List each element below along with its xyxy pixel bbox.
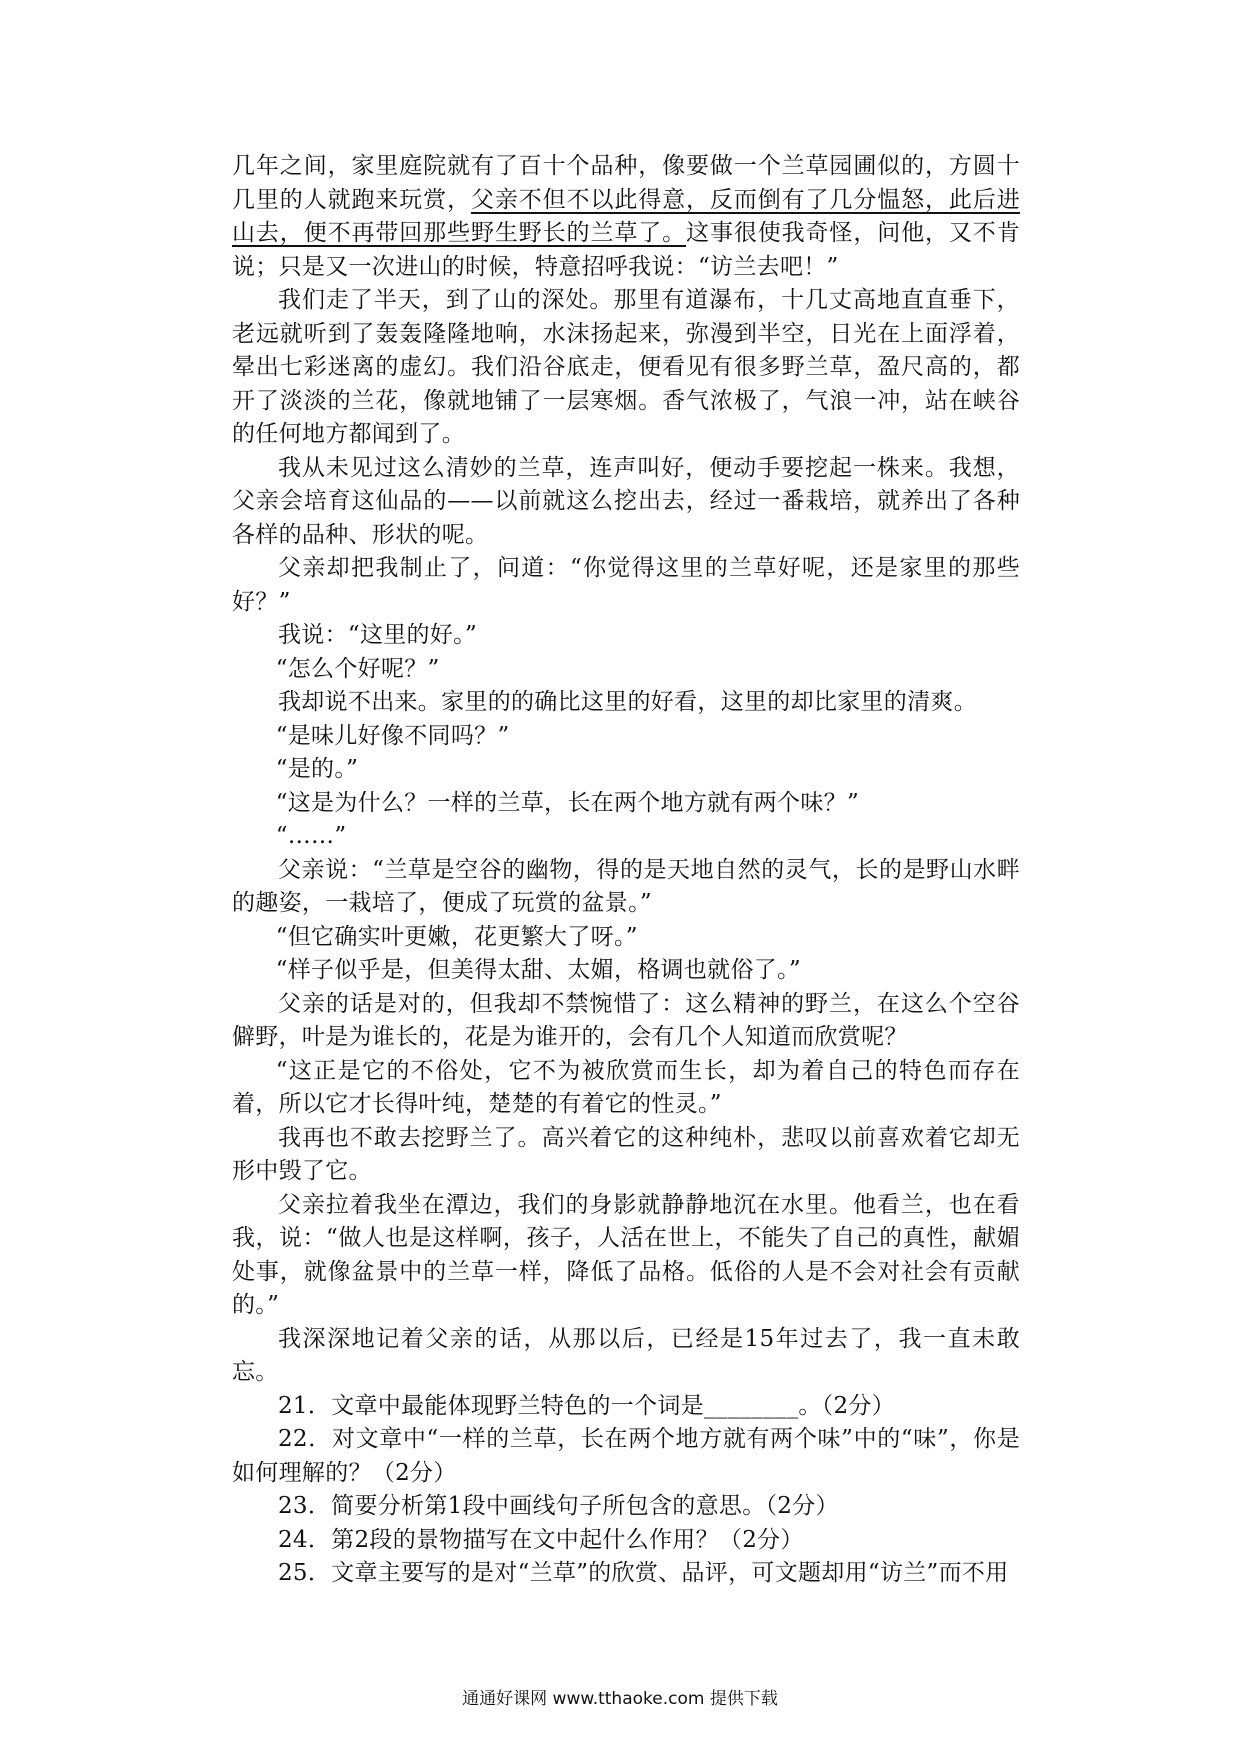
- question-21: 21．文章中最能体现野兰特色的一个词是________。（2分）: [278, 1392, 895, 1419]
- article-body: [232, 150, 1020, 1591]
- page-footer: 通通好课网 www.tthaoke.com 提供下载: [462, 1689, 778, 1709]
- paragraph-18: 父亲拉着我坐在潭边，我们的身影就静静地沉在水里。他看兰，也在看我，说：“做人也是这样啊，孩子，人活在世上，不能失了自己的真性，献媚处事，就像盆景中的兰草一样，降低了品格。低俗的人是不会对社会有贡献的。”: [232, 1191, 1020, 1318]
- paragraph-16: “这正是它的不俗处，它不为被欣赏而生长，却为着自己的特色而存在着，所以它才长得叶纯，楚楚的有着它的性灵。”: [232, 1057, 1020, 1117]
- paragraph-14: “样子似乎是，但美得太甜、太媚，格调也就俗了。”: [275, 957, 801, 983]
- paragraph-1-text-b: 这事很使我奇怪，问他，又不肯说；只是又一次进山的时候，特意招呼我说：“访兰去吧！”: [232, 220, 1021, 280]
- paragraph-17: 我再也不敢去挖野兰了。高兴着它的这种纯朴，悲叹以前喜欢着它却无形中毁了它。: [232, 1124, 1020, 1184]
- paragraph-9: “是的。”: [275, 756, 359, 782]
- paragraph-7: 我却说不出来。家里的的确比这里的好看，这里的却比家里的清爽。: [278, 689, 977, 715]
- paragraph-11: “……”: [275, 823, 347, 849]
- paragraph-15: 父亲的话是对的，但我却不禁惋惜了：这么精神的野兰，在这么个空谷僻野，叶是为谁长的，花是为谁开的，会有几个人知道而欣赏呢？: [232, 990, 1020, 1050]
- paragraph-6: “怎么个好呢？”: [275, 655, 440, 682]
- paragraph-1-text-a: 几年之间，家里庭院就有了百十个品种，像要做一个兰草园圃似的，方圆十几里的人就跑来玩赏，: [232, 153, 1020, 213]
- paragraph-4: 父亲却把我制止了，问道：“你觉得这里的兰草好呢，还是家里的那些好？”: [232, 555, 1020, 615]
- question-24: 24．第2段的景物描写在文中起什么作用？（2分）: [278, 1526, 804, 1553]
- paragraph-1: [232, 150, 1020, 284]
- question-23: 23．简要分析第1段中画线句子所包含的意思。（2分）: [278, 1493, 839, 1519]
- paragraph-10: “这是为什么？一样的兰草，长在两个地方就有两个味？”: [275, 789, 860, 816]
- paragraph-5: 我说：“这里的好。”: [278, 622, 478, 648]
- paragraph-13: “但它确实叶更嫩，花更繁大了呀。”: [275, 923, 638, 950]
- paragraph-2: 我们走了半天，到了山的深处。那里有道瀑布，十几丈高地直直垂下，老远就听到了轰轰隆隆地响，水沫扬起来，弥漫到半空，日光在上面浮着，晕出七彩迷离的虚幻。我们沿谷底走，便看见有很多野兰草，盈尺高的，都开了淡淡的兰花，像就地铺了一层寒烟。香气浓极了，气浪一冲，站在峡谷的任何地方都闻到了。: [232, 287, 1020, 447]
- paragraph-19: 我深深地记着父亲的话，从那以后，已经是15年过去了，我一直未敢忘。: [232, 1325, 1020, 1385]
- paragraph-3: 我从未见过这么清妙的兰草，连声叫好，便动手要挖起一株来。我想，父亲会培育这仙品的——以前就这么挖出去，经过一番栽培，就养出了各种各样的品种、形状的呢。: [232, 454, 1020, 548]
- paragraph-8: “是味儿好像不同吗？”: [275, 722, 510, 749]
- underlined-sentence: 父亲不但不以此得意，反而倒有了几分愠怒，此后进山去，便不再带回那些野生野长的兰草了。: [232, 186, 1020, 246]
- question-25: 25．文章主要写的是对“兰草”的欣赏、品评，可文题却用“访兰”而不用: [278, 1560, 1009, 1586]
- paragraph-12: 父亲说：“兰草是空谷的幽物，得的是天地自然的灵气，长的是野山水畔的趣姿，一栽培了，便成了玩赏的盆景。”: [232, 856, 1020, 916]
- question-22: 22．对文章中“一样的兰草，长在两个地方就有两个味”中的“味”，你是如何理解的？（2分）: [232, 1426, 1020, 1486]
